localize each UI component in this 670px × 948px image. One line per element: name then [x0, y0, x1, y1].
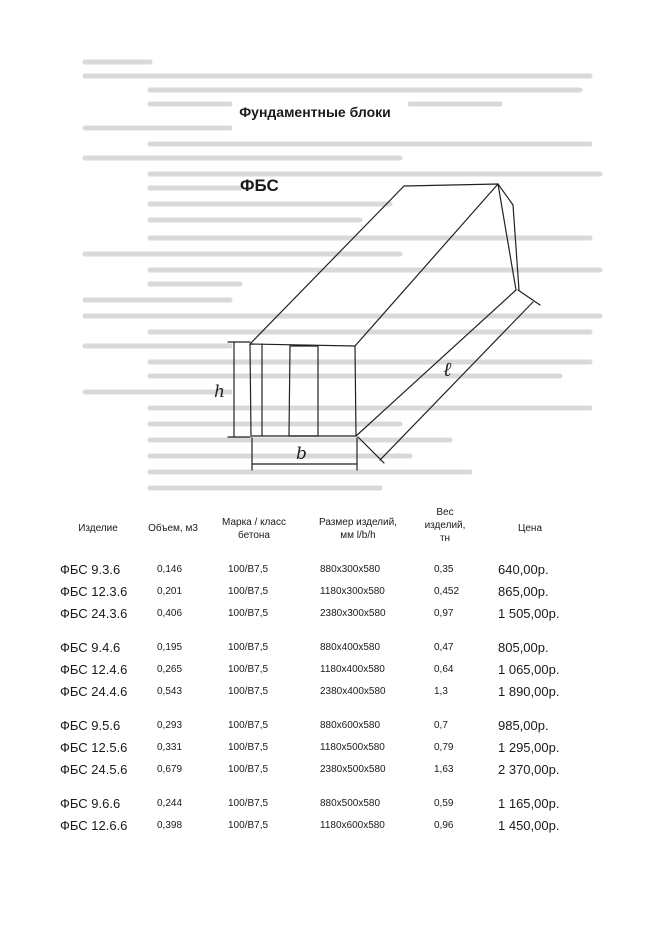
- item-name: ФБС 24.5.6: [60, 762, 128, 777]
- header-price: Цена: [517, 523, 543, 534]
- weight-cell: 0,7: [434, 720, 448, 731]
- volume-cell: 0,244: [157, 798, 183, 809]
- price-cell: 1 065,00р.: [498, 662, 560, 677]
- item-name: ФБС 9.5.6: [60, 718, 121, 733]
- item-name: ФБС 9.3.6: [60, 562, 121, 577]
- concrete-mark-cell: 100/В7,5: [228, 586, 269, 597]
- volume-cell: 0,293: [157, 720, 183, 731]
- volume-cell: 0,679: [157, 764, 183, 775]
- side-face: [356, 184, 516, 436]
- weight-cell: 0,452: [434, 586, 460, 597]
- price-cell: 1 165,00р.: [498, 796, 560, 811]
- diagram-label: ФБС: [240, 176, 279, 195]
- concrete-mark-cell: 100/В7,5: [228, 720, 269, 731]
- weight-cell: 0,59: [434, 798, 454, 809]
- size-cell: 1180х500х580: [320, 742, 385, 753]
- table-row: [0, 584, 670, 604]
- size-cell: 2380х300х580: [320, 608, 386, 619]
- price-cell: 1 890,00р.: [498, 684, 560, 699]
- item-name: ФБС 24.4.6: [60, 684, 128, 699]
- size-cell: 1180х400х580: [320, 664, 385, 675]
- price-cell: 1 450,00р.: [498, 818, 560, 833]
- size-cell: 2380х500х580: [320, 764, 386, 775]
- table-row: [0, 762, 670, 782]
- table-row: [0, 562, 670, 582]
- concrete-mark-cell: 100/В7,5: [228, 642, 269, 653]
- item-name: ФБС 24.3.6: [60, 606, 128, 621]
- volume-cell: 0,398: [157, 820, 183, 831]
- header-weight: Вес изделий, тн: [424, 507, 466, 544]
- price-cell: 805,00р.: [498, 640, 549, 655]
- price-cell: 640,00р.: [498, 562, 549, 577]
- table-row: [0, 818, 670, 838]
- price-cell: 1 505,00р.: [498, 606, 560, 621]
- size-cell: 1180х300х580: [320, 586, 385, 597]
- weight-cell: 0,47: [434, 642, 454, 653]
- weight-cell: 1,63: [434, 764, 454, 775]
- size-cell: 2380х400х580: [320, 686, 386, 697]
- weight-cell: 0,64: [434, 664, 454, 675]
- price-cell: 2 370,00р.: [498, 762, 560, 777]
- front-face: [250, 344, 356, 436]
- dimension-l-label: ℓ: [443, 357, 452, 381]
- item-name: ФБС 12.4.6: [60, 662, 128, 677]
- size-cell: 880х400х580: [320, 642, 381, 653]
- volume-cell: 0,406: [157, 608, 183, 619]
- weight-cell: 0,97: [434, 608, 454, 619]
- table-row: [0, 718, 670, 738]
- top-face: [250, 184, 498, 346]
- volume-cell: 0,146: [157, 564, 183, 575]
- concrete-mark-cell: 100/В7,5: [228, 608, 269, 619]
- price-cell: 985,00р.: [498, 718, 549, 733]
- size-cell: 880х600х580: [320, 720, 381, 731]
- header-volume: Объем, м3: [148, 523, 198, 534]
- item-name: ФБС 9.6.6: [60, 796, 121, 811]
- dimension-h-label: h: [214, 382, 225, 402]
- item-name: ФБС 9.4.6: [60, 640, 121, 655]
- weight-cell: 0,79: [434, 742, 454, 753]
- concrete-mark-cell: 100/В7,5: [228, 820, 269, 831]
- concrete-mark-cell: 100/В7,5: [228, 564, 269, 575]
- price-cell: 1 295,00р.: [498, 740, 560, 755]
- size-cell: 880х300х580: [320, 564, 381, 575]
- table-row: [0, 606, 670, 626]
- price-cell: 865,00р.: [498, 584, 549, 599]
- volume-cell: 0,331: [157, 742, 183, 753]
- concrete-mark-cell: 100/В7,5: [228, 742, 269, 753]
- header-item: Изделие: [78, 523, 118, 534]
- table-row: [0, 796, 670, 816]
- concrete-mark-cell: 100/В7,5: [228, 664, 269, 675]
- header-mark: Марка / класс бетона: [222, 517, 286, 541]
- size-cell: 1180х600х580: [320, 820, 385, 831]
- weight-cell: 0,35: [434, 564, 454, 575]
- dimension-b-label: b: [296, 444, 307, 464]
- volume-cell: 0,201: [157, 586, 183, 597]
- concrete-mark-cell: 100/В7,5: [228, 798, 269, 809]
- weight-cell: 0,96: [434, 820, 454, 831]
- table-row: [0, 640, 670, 660]
- table-row: [0, 684, 670, 704]
- table-row: [0, 662, 670, 682]
- item-name: ФБС 12.3.6: [60, 584, 128, 599]
- table-row: [0, 740, 670, 760]
- concrete-mark-cell: 100/В7,5: [228, 764, 269, 775]
- item-name: ФБС 12.5.6: [60, 740, 128, 755]
- concrete-mark-cell: 100/В7,5: [228, 686, 269, 697]
- volume-cell: 0,195: [157, 642, 183, 653]
- weight-cell: 1,3: [434, 686, 448, 697]
- page-title: Фундаментные блоки: [239, 104, 391, 120]
- volume-cell: 0,543: [157, 686, 183, 697]
- volume-cell: 0,265: [157, 664, 183, 675]
- item-name: ФБС 12.6.6: [60, 818, 128, 833]
- dimension-l-line: [380, 302, 533, 460]
- size-cell: 880х500х580: [320, 798, 381, 809]
- header-size: Размер изделий, мм l/b/h: [319, 517, 397, 541]
